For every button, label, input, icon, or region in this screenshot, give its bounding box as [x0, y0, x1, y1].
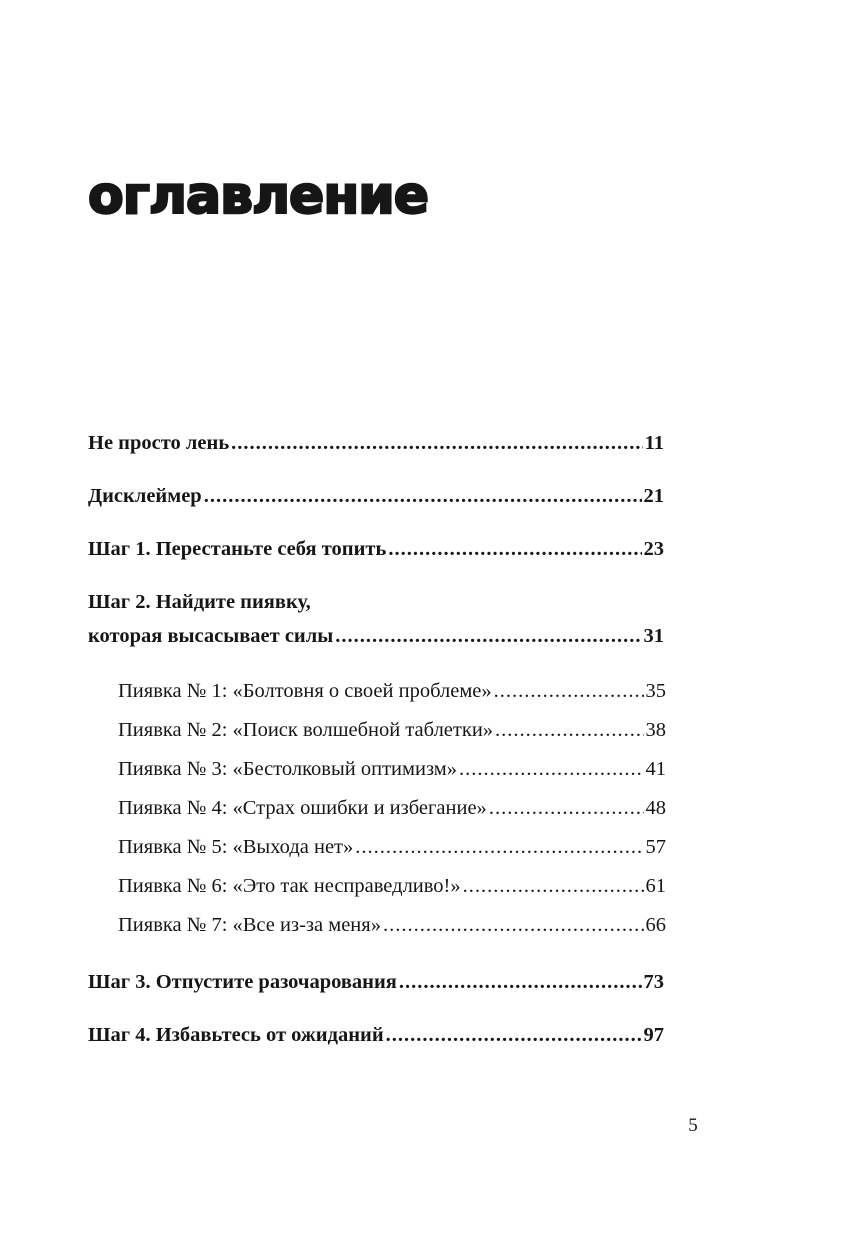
toc-entry-page: 38 [645, 719, 666, 741]
toc-entry-page: 73 [643, 971, 664, 993]
toc-entry-label: Шаг 4. Избавьтесь от ожиданий [88, 1024, 384, 1046]
table-of-contents [88, 428, 664, 1050]
dot-leader [383, 910, 644, 940]
dot-leader [388, 534, 641, 564]
toc-entry-step-4[interactable] [88, 1020, 664, 1050]
dot-leader [495, 715, 643, 745]
toc-entry-step-2-line1[interactable]: Шаг 2. Найдите пиявку, [88, 591, 311, 613]
dot-leader [489, 793, 644, 823]
toc-entry-leech-3[interactable] [88, 754, 666, 784]
toc-entry-page: 61 [645, 875, 666, 897]
dot-leader [463, 871, 644, 901]
toc-entry-page: 21 [643, 485, 664, 507]
toc-entry-label: Пиявка № 4: «Страх ошибки и избегание» [118, 797, 487, 819]
toc-entry-page: 35 [645, 680, 666, 702]
toc-entry-label: Пиявка № 7: «Все из-за меня» [118, 914, 381, 936]
toc-entry-page: 31 [643, 625, 664, 647]
toc-entry-label: которая высасывает силы [88, 625, 334, 647]
dot-leader [355, 832, 643, 862]
toc-entry-page: 11 [644, 432, 664, 454]
toc-entry-page: 57 [645, 836, 666, 858]
page-title: оглавление [88, 166, 428, 226]
toc-entry-not-just-laziness[interactable] [88, 428, 664, 458]
toc-entry-step-3[interactable] [88, 967, 664, 997]
dot-leader [231, 428, 642, 458]
toc-entry-page: 23 [643, 538, 664, 560]
dot-leader [494, 676, 644, 706]
toc-entry-label: Пиявка № 2: «Поиск волшебной таблетки» [118, 719, 494, 741]
toc-entry-label: Дисклеймер [88, 485, 202, 507]
toc-entry-page: 41 [645, 758, 666, 780]
dot-leader [386, 1020, 642, 1050]
toc-entry-leech-4[interactable] [88, 793, 666, 823]
toc-entry-page: 48 [645, 797, 666, 819]
page-number: 5 [688, 1115, 698, 1136]
toc-entry-page: 66 [645, 914, 666, 936]
toc-entry-leech-7[interactable] [88, 910, 666, 940]
toc-entry-leech-1[interactable] [88, 676, 666, 706]
toc-entry-label: Не просто лень [88, 432, 230, 454]
toc-entry-leech-2[interactable] [88, 715, 666, 745]
toc-entry-label: Шаг 1. Перестаньте себя топить [88, 538, 387, 560]
dot-leader [204, 481, 642, 511]
toc-entry-label: Пиявка № 6: «Это так несправедливо!» [118, 875, 461, 897]
dot-leader [335, 621, 641, 651]
dot-leader [459, 754, 644, 784]
toc-entry-leech-5[interactable] [88, 832, 666, 862]
toc-entry-label: Пиявка № 5: «Выхода нет» [118, 836, 354, 858]
toc-entry-label: Пиявка № 1: «Болтовня о своей проблеме» [118, 680, 492, 702]
toc-entry-label: Пиявка № 3: «Бестолковый оптимизм» [118, 758, 457, 780]
toc-entry-leech-6[interactable] [88, 871, 666, 901]
toc-entry-step-1[interactable] [88, 534, 664, 564]
toc-entry-disclaimer[interactable] [88, 481, 664, 511]
toc-entry-label: Шаг 3. Отпустите разочарования [88, 971, 397, 993]
dot-leader [399, 967, 642, 997]
toc-entry-page: 97 [643, 1024, 664, 1046]
toc-entry-step-2[interactable] [88, 621, 664, 651]
